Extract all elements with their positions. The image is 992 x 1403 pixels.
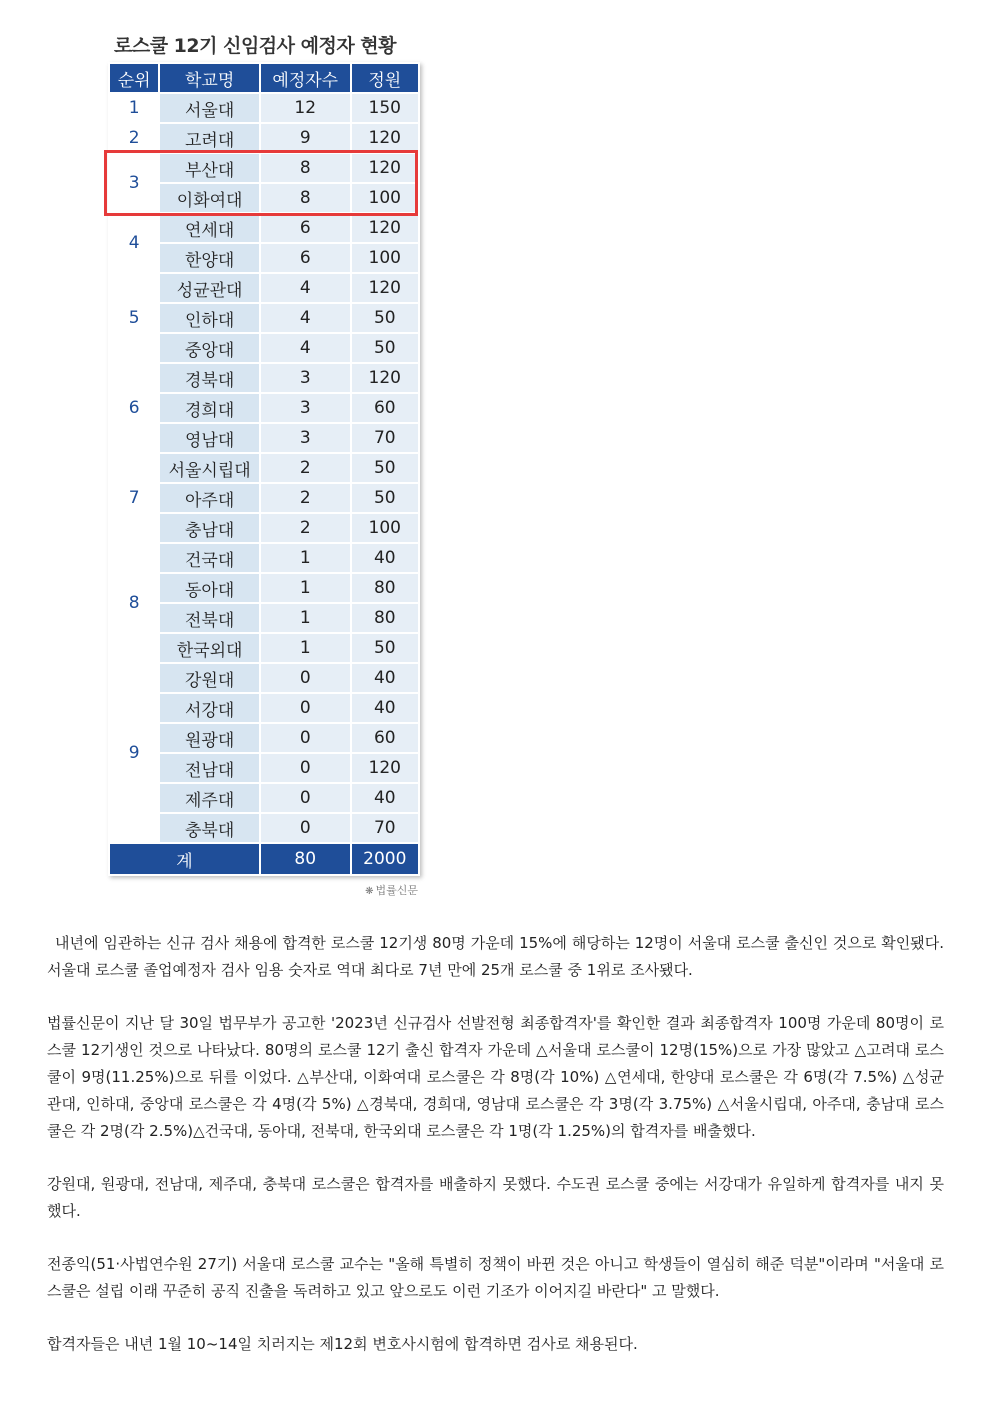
quota-cell: 80 (352, 574, 418, 602)
table-row (110, 274, 418, 302)
school-cell: 서울대 (160, 94, 259, 122)
quota-cell: 40 (352, 544, 418, 572)
rank-cell: 6 (110, 364, 158, 452)
quota-cell: 120 (352, 364, 418, 392)
school-cell: 이화여대 (160, 184, 259, 212)
table-row (110, 544, 418, 572)
school-cell: 영남대 (160, 424, 259, 452)
table-row (110, 664, 418, 692)
count-cell: 2 (261, 454, 350, 482)
school-cell: 충남대 (160, 514, 259, 542)
count-cell: 9 (261, 124, 350, 152)
quota-cell: 50 (352, 304, 418, 332)
count-cell: 8 (261, 184, 350, 212)
quota-cell: 120 (352, 154, 418, 182)
quota-cell: 60 (352, 724, 418, 752)
quota-cell: 120 (352, 754, 418, 782)
school-cell: 한양대 (160, 244, 259, 272)
school-cell: 원광대 (160, 724, 259, 752)
article-body (47, 930, 944, 1358)
count-cell: 8 (261, 154, 350, 182)
publisher-logo-icon: ❋ (365, 886, 374, 897)
school-cell: 부산대 (160, 154, 259, 182)
quota-cell: 120 (352, 274, 418, 302)
school-cell: 서강대 (160, 694, 259, 722)
school-cell: 연세대 (160, 214, 259, 242)
table-row (110, 94, 418, 122)
school-cell: 중앙대 (160, 334, 259, 362)
count-cell: 2 (261, 484, 350, 512)
total-quota: 2000 (352, 844, 418, 874)
header-quota: 정원 (352, 64, 418, 92)
source-credit (108, 882, 420, 898)
quota-cell: 50 (352, 334, 418, 362)
count-cell: 0 (261, 724, 350, 752)
article-paragraph: 법률신문이 지난 달 30일 법무부가 공고한 '2023년 신규검사 선발전형 최종합격자'를 확인한 결과 최종합격자 100명 가운데 80명이 로스쿨 12기생인 것으로 나타났다. 80명의 로스쿨 12기 출신 합격자 가운데 △서울대 로스쿨이 12명(15%)으로 가장 많았고 △고려대 로스쿨이 9명(11.25%)으로 뒤를 이었다. △부산대, 이화여대 로스쿨은 각 8명(각 10%) △연세대, 한양대 로스쿨은 각 6명(각 7.5%) △성균관대, 인하대, 중앙대 로스쿨은 각 4명(각 5%) △경북대, 경희대, 영남대 로스쿨은 각 3명(각 3.75%) △서울시립대, 아주대, 충남대 로스쿨은 각 2명(각 2.5%)△건국대, 동아대, 전북대, 한국외대 로스쿨은 각 1명(각 1.25%)의 합격자를 배출했다. (47, 1014, 944, 1140)
count-cell: 0 (261, 814, 350, 842)
table-row (110, 454, 418, 482)
count-cell: 4 (261, 274, 350, 302)
quota-cell: 120 (352, 124, 418, 152)
quota-cell: 70 (352, 814, 418, 842)
rank-cell: 5 (110, 274, 158, 362)
count-cell: 1 (261, 604, 350, 632)
article-paragraph: 합격자들은 내년 1월 10~14일 치러지는 제12회 변호사시험에 합격하면 검사로 채용된다. (47, 1335, 638, 1353)
rank-cell: 4 (110, 214, 158, 272)
count-cell: 0 (261, 664, 350, 692)
quota-cell: 40 (352, 664, 418, 692)
rank-cell: 7 (110, 454, 158, 542)
count-cell: 2 (261, 514, 350, 542)
school-cell: 전남대 (160, 754, 259, 782)
quota-cell: 50 (352, 484, 418, 512)
header-row (110, 64, 418, 92)
quota-cell: 100 (352, 184, 418, 212)
count-cell: 3 (261, 364, 350, 392)
count-cell: 0 (261, 784, 350, 812)
school-cell: 전북대 (160, 604, 259, 632)
source-label: 법률신문 (375, 884, 418, 897)
total-count: 80 (261, 844, 350, 874)
count-cell: 0 (261, 694, 350, 722)
school-cell: 서울시립대 (160, 454, 259, 482)
total-label: 계 (110, 844, 259, 874)
rank-cell: 2 (110, 124, 158, 152)
figure (108, 32, 420, 898)
quota-cell: 150 (352, 94, 418, 122)
figure-title: 로스쿨 12기 신임검사 예정자 현황 (114, 35, 397, 57)
count-cell: 3 (261, 424, 350, 452)
table-row (110, 364, 418, 392)
quota-cell: 70 (352, 424, 418, 452)
total-row (110, 844, 418, 874)
count-cell: 3 (261, 394, 350, 422)
school-cell: 강원대 (160, 664, 259, 692)
rank-table (108, 62, 420, 876)
quota-cell: 50 (352, 634, 418, 662)
count-cell: 1 (261, 634, 350, 662)
count-cell: 4 (261, 304, 350, 332)
count-cell: 12 (261, 94, 350, 122)
article-paragraph: 강원대, 원광대, 전남대, 제주대, 충북대 로스쿨은 합격자를 배출하지 못했다. 수도권 로스쿨 중에는 서강대가 유일하게 합격자를 내지 못했다. (47, 1175, 944, 1220)
school-cell: 성균관대 (160, 274, 259, 302)
quota-cell: 100 (352, 514, 418, 542)
table-row (110, 154, 418, 182)
school-cell: 고려대 (160, 124, 259, 152)
rank-cell: 3 (110, 154, 158, 212)
quota-cell: 80 (352, 604, 418, 632)
quota-cell: 40 (352, 784, 418, 812)
count-cell: 6 (261, 244, 350, 272)
count-cell: 4 (261, 334, 350, 362)
table-row (110, 214, 418, 242)
header-school: 학교명 (160, 64, 259, 92)
rank-table-body (110, 94, 418, 842)
school-cell: 건국대 (160, 544, 259, 572)
article-paragraph: 전종익(51·사법연수원 27기) 서울대 로스쿨 교수는 "올해 특별히 정책이 바뀐 것은 아니고 학생들이 열심히 해준 덕분"이라며 "서울대 로스쿨은 설립 이래 꾸준히 공직 진출을 독려하고 있고 앞으로도 이런 기조가 이어지길 바란다" 고 말했다. (47, 1255, 944, 1300)
rank-cell: 9 (110, 664, 158, 842)
school-cell: 제주대 (160, 784, 259, 812)
school-cell: 인하대 (160, 304, 259, 332)
article-paragraph: 내년에 임관하는 신규 검사 채용에 합격한 로스쿨 12기생 80명 가운데 15%에 해당하는 12명이 서울대 로스쿨 출신인 것으로 확인됐다. 서울대 로스쿨 졸업예정자 검사 임용 숫자로 역대 최다로 7년 만에 25개 로스쿨 중 1위로 조사됐다. (47, 934, 944, 979)
quota-cell: 40 (352, 694, 418, 722)
school-cell: 충북대 (160, 814, 259, 842)
count-cell: 6 (261, 214, 350, 242)
quota-cell: 100 (352, 244, 418, 272)
rank-cell: 1 (110, 94, 158, 122)
quota-cell: 120 (352, 214, 418, 242)
header-rank: 순위 (110, 64, 158, 92)
table-wrapper (108, 62, 420, 876)
rank-cell: 8 (110, 544, 158, 662)
count-cell: 0 (261, 754, 350, 782)
school-cell: 동아대 (160, 574, 259, 602)
school-cell: 경희대 (160, 394, 259, 422)
header-count: 예정자수 (261, 64, 350, 92)
count-cell: 1 (261, 544, 350, 572)
school-cell: 아주대 (160, 484, 259, 512)
table-row (110, 124, 418, 152)
school-cell: 한국외대 (160, 634, 259, 662)
quota-cell: 50 (352, 454, 418, 482)
count-cell: 1 (261, 574, 350, 602)
school-cell: 경북대 (160, 364, 259, 392)
quota-cell: 60 (352, 394, 418, 422)
